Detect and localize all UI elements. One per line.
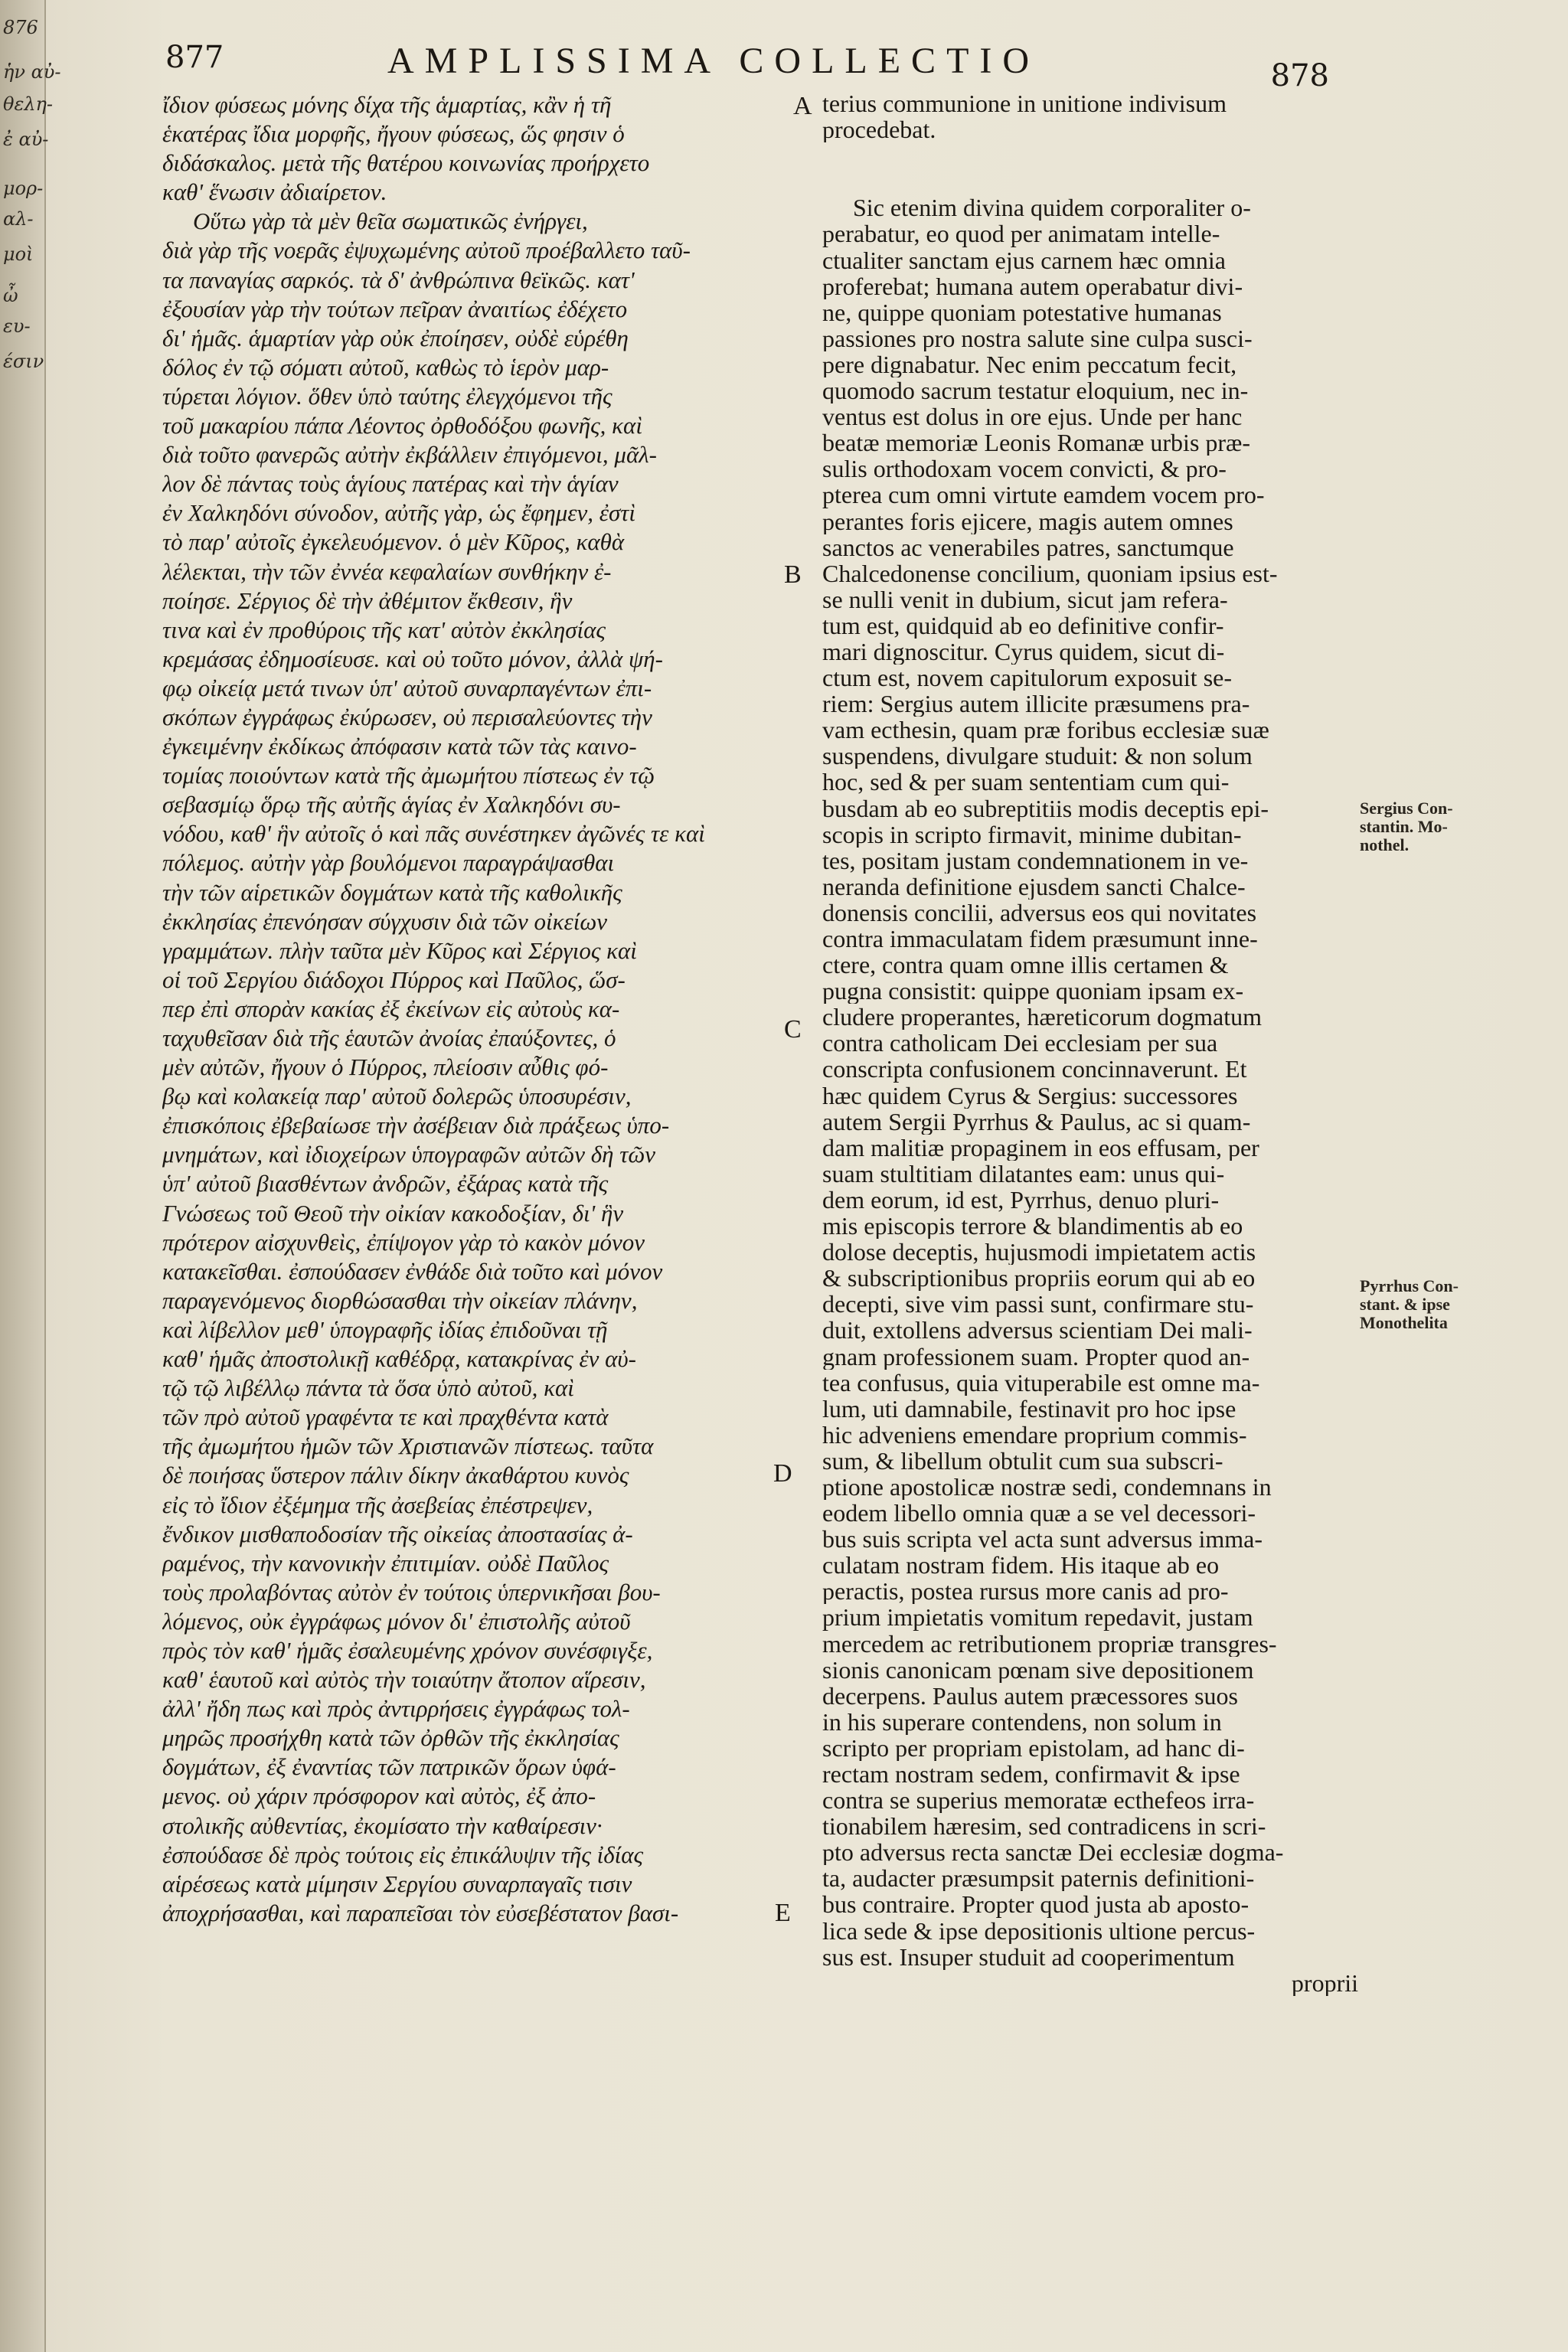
greek-text-line: τοῦ μακαρίου πάπα Λέοντος ὀρθοδόξου φωνῆς, καὶ: [162, 412, 642, 439]
greek-text-line: νόδου, καθ' ἣν αὐτοῖς ὁ καὶ πᾶς συνέστηκεν ἀγῶνές τε καὶ: [162, 820, 705, 848]
latin-text-line: pto adversus recta sanctæ Dei ecclesiæ dogma-: [822, 1839, 1284, 1866]
latin-text-line: culatam nostram fidem. His itaque ab eo: [822, 1552, 1220, 1579]
gutter-text: θελη-: [3, 93, 54, 115]
greek-text-line: τὸ παρ' αὐτοῖς ἐγκελευόμενον. ὁ μὲν Κῦρος, καθὰ: [162, 528, 625, 556]
greek-text-line: τῆς ἀμωμήτου ἡμῶν τῶν Χριστιανῶν πίστεως. ταῦτα: [162, 1432, 654, 1460]
latin-text-line: sulis orthodoxam vocem convicti, & pro-: [822, 456, 1227, 482]
latin-text-line: vam ecthesin, quam præ foribus ecclesiæ suæ: [822, 717, 1269, 743]
latin-text-line: eodem libello omnia quæ a se vel decessori-: [822, 1500, 1256, 1527]
greek-text-line: παραγενόμενος διορθώσασθαι τὴν οἰκείαν πλάνην,: [162, 1286, 638, 1314]
latin-text-line: sionis canonicam pœnam sive depositionem: [822, 1656, 1254, 1683]
greek-text-line: μενος. οὐ χάριν πρόσφορον καὶ αὐτὸς, ἐξ ἀπο-: [162, 1782, 596, 1810]
greek-text-line: λον δὲ πάντας τοὺς ἁγίους πατέρας καὶ τὴν ἁγίαν: [162, 470, 619, 498]
greek-text-line: σεβασμίῳ ὅρῳ τῆς αὐτῆς ἁγίας ἐν Χαλκηδόνι συ-: [162, 791, 621, 818]
margin-note-line: Monothelita: [1360, 1313, 1448, 1332]
greek-text-line: καὶ λίβελλον μεθ' ὑπογραφῆς ἰδίας ἐπιδοῦναι τῇ: [162, 1315, 608, 1343]
greek-text-line: μὲν αὐτῶν, ἤγουν ὁ Πύρρος, πλείοσιν αὖθις φό-: [162, 1054, 609, 1081]
page-number-right: 878: [1270, 58, 1329, 93]
greek-text-line: τύρεται λόγιον. ὅθεν ὑπὸ ταύτης ἐλεγχόμενοι τῆς: [162, 382, 612, 410]
latin-text-line: beatæ memoriæ Leonis Romanæ urbis præ-: [822, 430, 1251, 456]
latin-text-line: sanctos ac venerabiles patres, sanctumque: [822, 534, 1234, 560]
greek-text-line: φῳ οἰκείᾳ μετά τινων ὑπ' αὐτοῦ συναρπαγέντων ἐπι-: [162, 674, 652, 701]
latin-text-line: pterea cum omni virtute eamdem vocem pro-: [822, 482, 1265, 508]
latin-text-line: se nulli venit in dubium, sicut jam referа-: [822, 586, 1228, 612]
greek-text-line: διὰ τοῦτο φανερῶς αὐτὴν ἐκβάλλειν ἐπιγόμενοι, μᾶλ-: [162, 441, 657, 469]
gutter-text: 876: [3, 17, 38, 38]
latin-text-line: hoc, sed & per suam sententiam cum qui-: [822, 769, 1230, 795]
latin-text-line: decepti, sive vim passi sunt, confirmare stu-: [822, 1291, 1254, 1318]
greek-column: [162, 90, 782, 1928]
margin-note-pyrrhus: [1360, 1277, 1536, 1332]
latin-text-line: busdam ab eo subreptitiis modis deceptis epi-: [822, 795, 1269, 822]
latin-text-line: tum est, quidquid ab eo definitive confir-: [822, 612, 1224, 639]
greek-text-line: ἴδιον φύσεως μόνης δίχα τῆς ἁμαρτίας, κἂν ἡ τῆ: [162, 91, 612, 118]
greek-text-line: Γνώσεως τοῦ Θεοῦ τὴν οἰκίαν κακοδοξίαν, δι' ἣν: [162, 1199, 624, 1227]
latin-text-line: ctualiter sanctam ejus carnem hæc omnia: [822, 247, 1226, 273]
latin-text-line: quomodo sacrum testatur eloquium, nec in-: [822, 377, 1249, 404]
section-mark-d: D: [773, 1459, 792, 1488]
greek-text-line: πρὸς τὸν καθ' ἡμᾶς ἐσαλευμένης χρόνον συνέσφιγξε,: [162, 1636, 653, 1664]
latin-text-line: lica sede & ipse depositionis ultione percus-: [822, 1917, 1256, 1944]
latin-column: [822, 90, 1358, 1996]
latin-text-line: rectam nostram sedem, confirmavit & ipse: [822, 1761, 1240, 1788]
greek-text-line: στολικῆς αὐθεντίας, ἐκομίσατο τὴν καθαίρεσιν·: [162, 1811, 603, 1839]
latin-text-line: pere dignabatur. Nec enim peccatum fecit,: [822, 351, 1237, 378]
section-mark-b: B: [784, 560, 802, 589]
latin-text-line: sus est. Insuper studuit ad cooperimentum: [822, 1943, 1235, 1970]
latin-text-line: dem eorum, id est, Pyrrhus, denuo pluri-: [822, 1186, 1220, 1214]
greek-text-line: πόλεμος. αὐτὴν γὰρ βουλόμενοι παραγράψασθαι: [162, 849, 615, 877]
latin-text-line: perabatur, eo quod per animatam intelle-: [822, 220, 1220, 247]
latin-text-line: contra se superius memoratæ ecthefeos irra-: [822, 1787, 1255, 1814]
running-header: [165, 40, 1329, 93]
greek-text-line: αἱρέσεως κατὰ μίμησιν Σεργίου συναρπαγαῖς τισιν: [162, 1870, 632, 1897]
gutter-text: ἐ αὐ-: [3, 129, 49, 150]
margin-note-sergius: [1360, 799, 1536, 854]
latin-text-line: tea confusus, quia vituperabile est omne ma-: [822, 1369, 1260, 1396]
latin-text-line: Sic etenim divina quidem corporaliter o-: [853, 194, 1251, 221]
latin-text-line: pugna consistit: quippe quoniam ipsam ex-: [822, 978, 1244, 1004]
latin-text-line: dolose deceptis, hujusmodi impietatem actis: [822, 1239, 1256, 1266]
greek-text-line: τῷ τῷ λιβέλλῳ πάντα τὰ ὅσα ὑπὸ αὐτοῦ, καὶ: [162, 1374, 574, 1402]
greek-text-line: διδάσκαλος. μετὰ τῆς θατέρου κοινωνίας προήρχετο: [162, 149, 650, 177]
greek-text-line: ραμένος, τὴν κανονικὴν ἐπιτιμίαν. οὐδὲ Παῦλος: [162, 1549, 609, 1576]
greek-text-line: τομίας ποιούντων κατὰ τῆς ἀμωμήτου πίστεως ἐν τῷ: [162, 762, 655, 789]
greek-text-line: ἀλλ' ἤδη πως καὶ πρὸς ἀντιρρήσεις ἐγγράφως τολ-: [162, 1695, 630, 1723]
greek-text-line: τὴν τῶν αἱρετικῶν δογμάτων κατὰ τῆς καθολικῆς: [162, 878, 622, 906]
latin-text-line: [822, 142, 1358, 168]
greek-text-line: τῶν πρὸ αὐτοῦ γραφέντα τε καὶ πραχθέντα κατὰ: [162, 1403, 609, 1431]
latin-text-line: ctere, contra quam omne illis certamen &: [822, 952, 1229, 978]
latin-text-line: scripto per propriam epistolam, ad hanc di-: [822, 1734, 1245, 1761]
greek-text-line: δόλος ἐν τῷ σόματι αὐτοῦ, καθὼς τὸ ἱερὸν μαρ-: [162, 353, 609, 381]
greek-text-line: περ ἐπὶ σπορὰν κακίας ἐξ ἐκείνων εἰς αὐτοὺς κα-: [162, 995, 620, 1022]
margin-note-line: Sergius Con-: [1360, 799, 1453, 818]
latin-text-line: ta, audacter præsumpsit paternis definitioni-: [822, 1865, 1255, 1892]
latin-text-line: peractis, postea rursus more canis ad pro-: [822, 1578, 1229, 1605]
greek-text-line: βῳ καὶ κολακείᾳ παρ' αὐτοῦ δολερῶς ὑποσυρέσιν,: [162, 1083, 632, 1110]
latin-text-line: mari dignoscitur. Cyrus quidem, sicut di-: [822, 638, 1225, 665]
greek-text-line: καθ' ἡμᾶς ἀποστολικῇ καθέδρᾳ, κατακρίνας ἐν αὐ-: [162, 1345, 636, 1373]
latin-text-line: Chalcedonense concilium, quoniam ipsius est-: [822, 560, 1278, 586]
latin-text-line: bus suis scripta vel acta sunt adversus imma-: [822, 1526, 1263, 1553]
gutter-text: ἡν αὐ-: [3, 61, 61, 83]
latin-text-line: proferebat; humana autem operabatur divi-: [822, 273, 1243, 299]
latin-text-line: & subscriptionibus propriis eorum qui ab eo: [822, 1265, 1256, 1292]
latin-text-line: ctum est, novem capitulorum exposuit se-: [822, 665, 1232, 691]
section-mark-e: E: [775, 1899, 791, 1927]
section-mark-c: C: [784, 1015, 802, 1044]
latin-text-line: gnam professionem suam. Propter quod an-: [822, 1343, 1250, 1370]
latin-text-line: passiones pro nostra salute sine culpa susci-: [822, 325, 1253, 351]
margin-note-line: stant. & ipse: [1360, 1295, 1450, 1314]
latin-text-line: bus contraire. Propter quod justa ab aposto-: [822, 1891, 1250, 1918]
greek-text-line: ταχυθεῖσαν διὰ τῆς ἑαυτῶν ἀνοίας ἐπαύξοντες, ὁ: [162, 1024, 616, 1051]
greek-text-line: λέλεκται, τὴν τῶν ἐννέα κεφαλαίων συνθήκην ἐ-: [162, 557, 612, 585]
page-number-left: 877: [165, 40, 224, 75]
greek-text-line: ἔνδικον μισθαποδοσίαν τῆς οἰκείας ἀποστασίας ἀ-: [162, 1520, 633, 1547]
latin-text-line: mis episcopis terrore & blandimentis ab eo: [822, 1213, 1243, 1240]
greek-text-line: μνημάτων, καὶ ἰδιοχείρων ὑπογραφῶν αὐτῶν δὴ τῶν: [162, 1141, 655, 1168]
latin-text-line: in his superare contendens, non solum in: [822, 1708, 1222, 1735]
gutter-text: μοὶ: [3, 243, 34, 265]
greek-text-line: ποίησε. Σέργιος δὲ τὴν ἀθέμιτον ἔκθεσιν, ἣν: [162, 586, 573, 614]
catchword: proprii: [1291, 1969, 1358, 1996]
latin-text-line: ventus est dolus in ore ejus. Unde per hanc: [822, 403, 1243, 430]
greek-text-line: καθ' ἕνωσιν ἀδιαίρετον.: [162, 178, 387, 206]
latin-text-line: scopis in scripto firmavit, minime dubitan-: [822, 821, 1242, 848]
latin-text-line: cludere properantes, hæreticorum dogmatum: [822, 1004, 1263, 1031]
greek-text-line: Οὕτω γὰρ τὰ μὲν θεῖα σωματικῶς ἐνήργει,: [193, 207, 588, 235]
greek-text-line: δὲ ποιήσας ὕστερον πάλιν δίκην ἀκαθάρτου κυνὸς: [162, 1462, 629, 1489]
greek-text-line: ἐκκλησίας ἐπενόησαν σύγχυσιν διὰ τῶν οἰκείων: [162, 907, 607, 935]
latin-text-line: contra catholicam Dei ecclesiam per sua: [822, 1030, 1218, 1057]
greek-text-line: ἀποχρήσασθαι, καὶ παραπεῖσαι τὸν εὐσεβέστατον βασι-: [162, 1899, 679, 1926]
greek-text-line: τοὺς προλαβόντας αὐτὸν ἐν τούτοις ὑπερνικῆσαι βου-: [162, 1578, 661, 1606]
greek-text-line: καθ' ἑαυτοῦ καὶ αὐτὸς τὴν τοιαύτην ἄτοπον αἵρεσιν,: [162, 1666, 646, 1694]
greek-text-line: ἑκατέρας ἴδια μορφῆς, ἤγουν φύσεως, ὥς φησιν ὁ: [162, 120, 625, 148]
greek-text-line: γραμμάτων. πλὴν ταῦτα μὲν Κῦρος καὶ Σέργιος καὶ: [162, 936, 637, 964]
greek-text-line: ἐπισκόποις ἐβεβαίωσε τὴν ἀσέβειαν διὰ πράξεως ὑπο-: [162, 1112, 670, 1139]
latin-text-line: mercedem ac retributionem propriæ transgres-: [822, 1630, 1277, 1657]
gutter-text: αλ-: [3, 208, 34, 230]
greek-text-line: λόμενος, οὐκ ἐγγράφως μόνον δι' ἐπιστολῆς αὐτοῦ: [162, 1607, 631, 1635]
greek-text-line: διὰ γὰρ τῆς νοερᾶς ἐψυχωμένης αὐτοῦ προέβαλλετο ταῦ-: [162, 237, 691, 264]
greek-text-line: μηρῶς προσήχθη κατὰ τῶν ὀρθῶν τῆς ἐκκλησίας: [162, 1724, 619, 1752]
latin-text-line: ne, quippe quoniam potestative humanas: [822, 299, 1222, 325]
latin-text-line: contra immaculatam fidem præsumunt inne-: [822, 926, 1258, 952]
greek-text-line: δι' ἡμᾶς. ἁμαρτίαν γὰρ οὐκ ἐποίησεν, οὐδὲ εὑρέθη: [162, 324, 629, 351]
greek-text-line: ἐν Χαλκηδόνι σύνοδον, αὐτῆς γὰρ, ὡς ἔφημεν, ἐστὶ: [162, 499, 635, 527]
latin-text-line: terius communione in unitione indivisum: [822, 90, 1227, 117]
greek-text-line: οἱ τοῦ Σεργίου διάδοχοι Πύρρος καὶ Παῦλος, ὥσ-: [162, 965, 626, 993]
latin-text-line: tionabilem hæresim, sed contradicens in scri-: [822, 1813, 1266, 1840]
latin-text-line: sum, & libellum obtulit cum sua subscri-: [822, 1447, 1223, 1474]
greek-text-line: τινα καὶ ἐν προθύροις τῆς κατ' αὐτὸν ἐκκλησίας: [162, 616, 606, 643]
margin-note-line: stantin. Mo-: [1360, 817, 1448, 836]
latin-text-line: suam stultitiam dilatantes eam: unus qui-: [822, 1160, 1225, 1187]
gutter-text: ευ-: [3, 315, 31, 337]
greek-text-line: ἐξουσίαν γὰρ τὴν τούτων πεῖραν ἀναιτίως ἐδέχετο: [162, 295, 628, 322]
gutter-text: ὦ: [3, 285, 18, 306]
greek-text-line: σκόπων ἐγγράφως ἐκύρωσεν, οὐ περισαλεύοντες τὴν: [162, 703, 652, 730]
previous-page-gutter: [0, 0, 61, 2352]
latin-text-line: donensis concilii, adversus eos qui novitates: [822, 899, 1257, 926]
latin-text-line: suspendens, divulgare studuit: & non solum: [822, 743, 1253, 769]
gutter-text: μορ-: [3, 178, 44, 199]
latin-text-line: hæc quidem Cyrus & Sergius: successores: [822, 1082, 1238, 1109]
greek-text-line: κατακεῖσθαι. ἐσπούδασεν ἐνθάδε διὰ τοῦτο καὶ μόνον: [162, 1257, 663, 1285]
greek-text-line: κρεμάσας ἐδημοσίευσε. καὶ οὐ τοῦτο μόνον, ἀλλὰ ψή-: [162, 645, 663, 672]
latin-text-line: ptione apostolicæ nostræ sedi, condemnans in: [822, 1473, 1272, 1501]
latin-text-line: riem: Sergius autem illicite præsumens pra-: [822, 691, 1250, 717]
latin-text-line: conscripta confusionem concinnaverunt. Et: [822, 1056, 1247, 1083]
latin-text-line: dam malitiæ propaginem in eos effusam, per: [822, 1134, 1259, 1161]
greek-text-line: ἐσπούδασε δὲ πρὸς τούτοις εἰς ἐπικάλυψιν τῆς ἰδίας: [162, 1841, 644, 1868]
greek-text-line: δογμάτων, ἐξ ἐναντίας τῶν πατρικῶν ὅρων ὑφά-: [162, 1753, 616, 1781]
margin-note-line: nothel.: [1360, 835, 1410, 854]
latin-text-line: hic adveniens emendare proprium commis-: [822, 1421, 1247, 1448]
latin-text-line: [822, 168, 1358, 194]
latin-text-line: perantes foris ejicere, magis autem omnes: [822, 508, 1233, 534]
margin-note-line: Pyrrhus Con-: [1360, 1276, 1459, 1295]
greek-text-line: πρότερον αἰσχυνθεὶς, ἐπίψογον γὰρ τὸ κακὸν μόνον: [162, 1228, 645, 1256]
latin-text-line: lum, uti damnabile, festinavit pro hoc ipse: [822, 1395, 1236, 1422]
latin-text-line: prium impietatis vomitum repedavit, justam: [822, 1604, 1253, 1631]
latin-text-line: tes, positam justam condemnationem in ve-: [822, 847, 1249, 874]
latin-text-line: procedebat.: [822, 116, 936, 143]
latin-text-line: decerpens. Paulus autem præcessores suos: [822, 1682, 1238, 1709]
gutter-text: έσιν: [3, 351, 44, 372]
latin-text-line: neranda definitione ejusdem sancti Chalce-: [822, 873, 1246, 900]
greek-text-line: τα παναγίας σαρκός. τὰ δ' ἀνθρώπινα θεϊκῶς. κατ': [162, 266, 635, 293]
page-title: AMPLISSIMA COLLECTIO: [387, 41, 1040, 81]
greek-text-line: εἰς τὸ ἴδιον ἐξέμημα τῆς ἀσεβείας ἐπέστρεψεν,: [162, 1491, 593, 1518]
section-mark-a: A: [793, 92, 812, 120]
greek-text-line: ἐγκειμένην ἐκδίκως ἀπόφασιν κατὰ τῶν τὰς καινο-: [162, 733, 637, 760]
greek-text-line: ὑπ' αὐτοῦ βιασθέντων ἀνδρῶν, ἐξάρας κατὰ τῆς: [162, 1170, 609, 1197]
latin-text-line: autem Sergii Pyrrhus & Paulus, ac si quam-: [822, 1108, 1251, 1135]
latin-text-line: duit, extollens adversus scientiam Dei mali-: [822, 1317, 1253, 1344]
